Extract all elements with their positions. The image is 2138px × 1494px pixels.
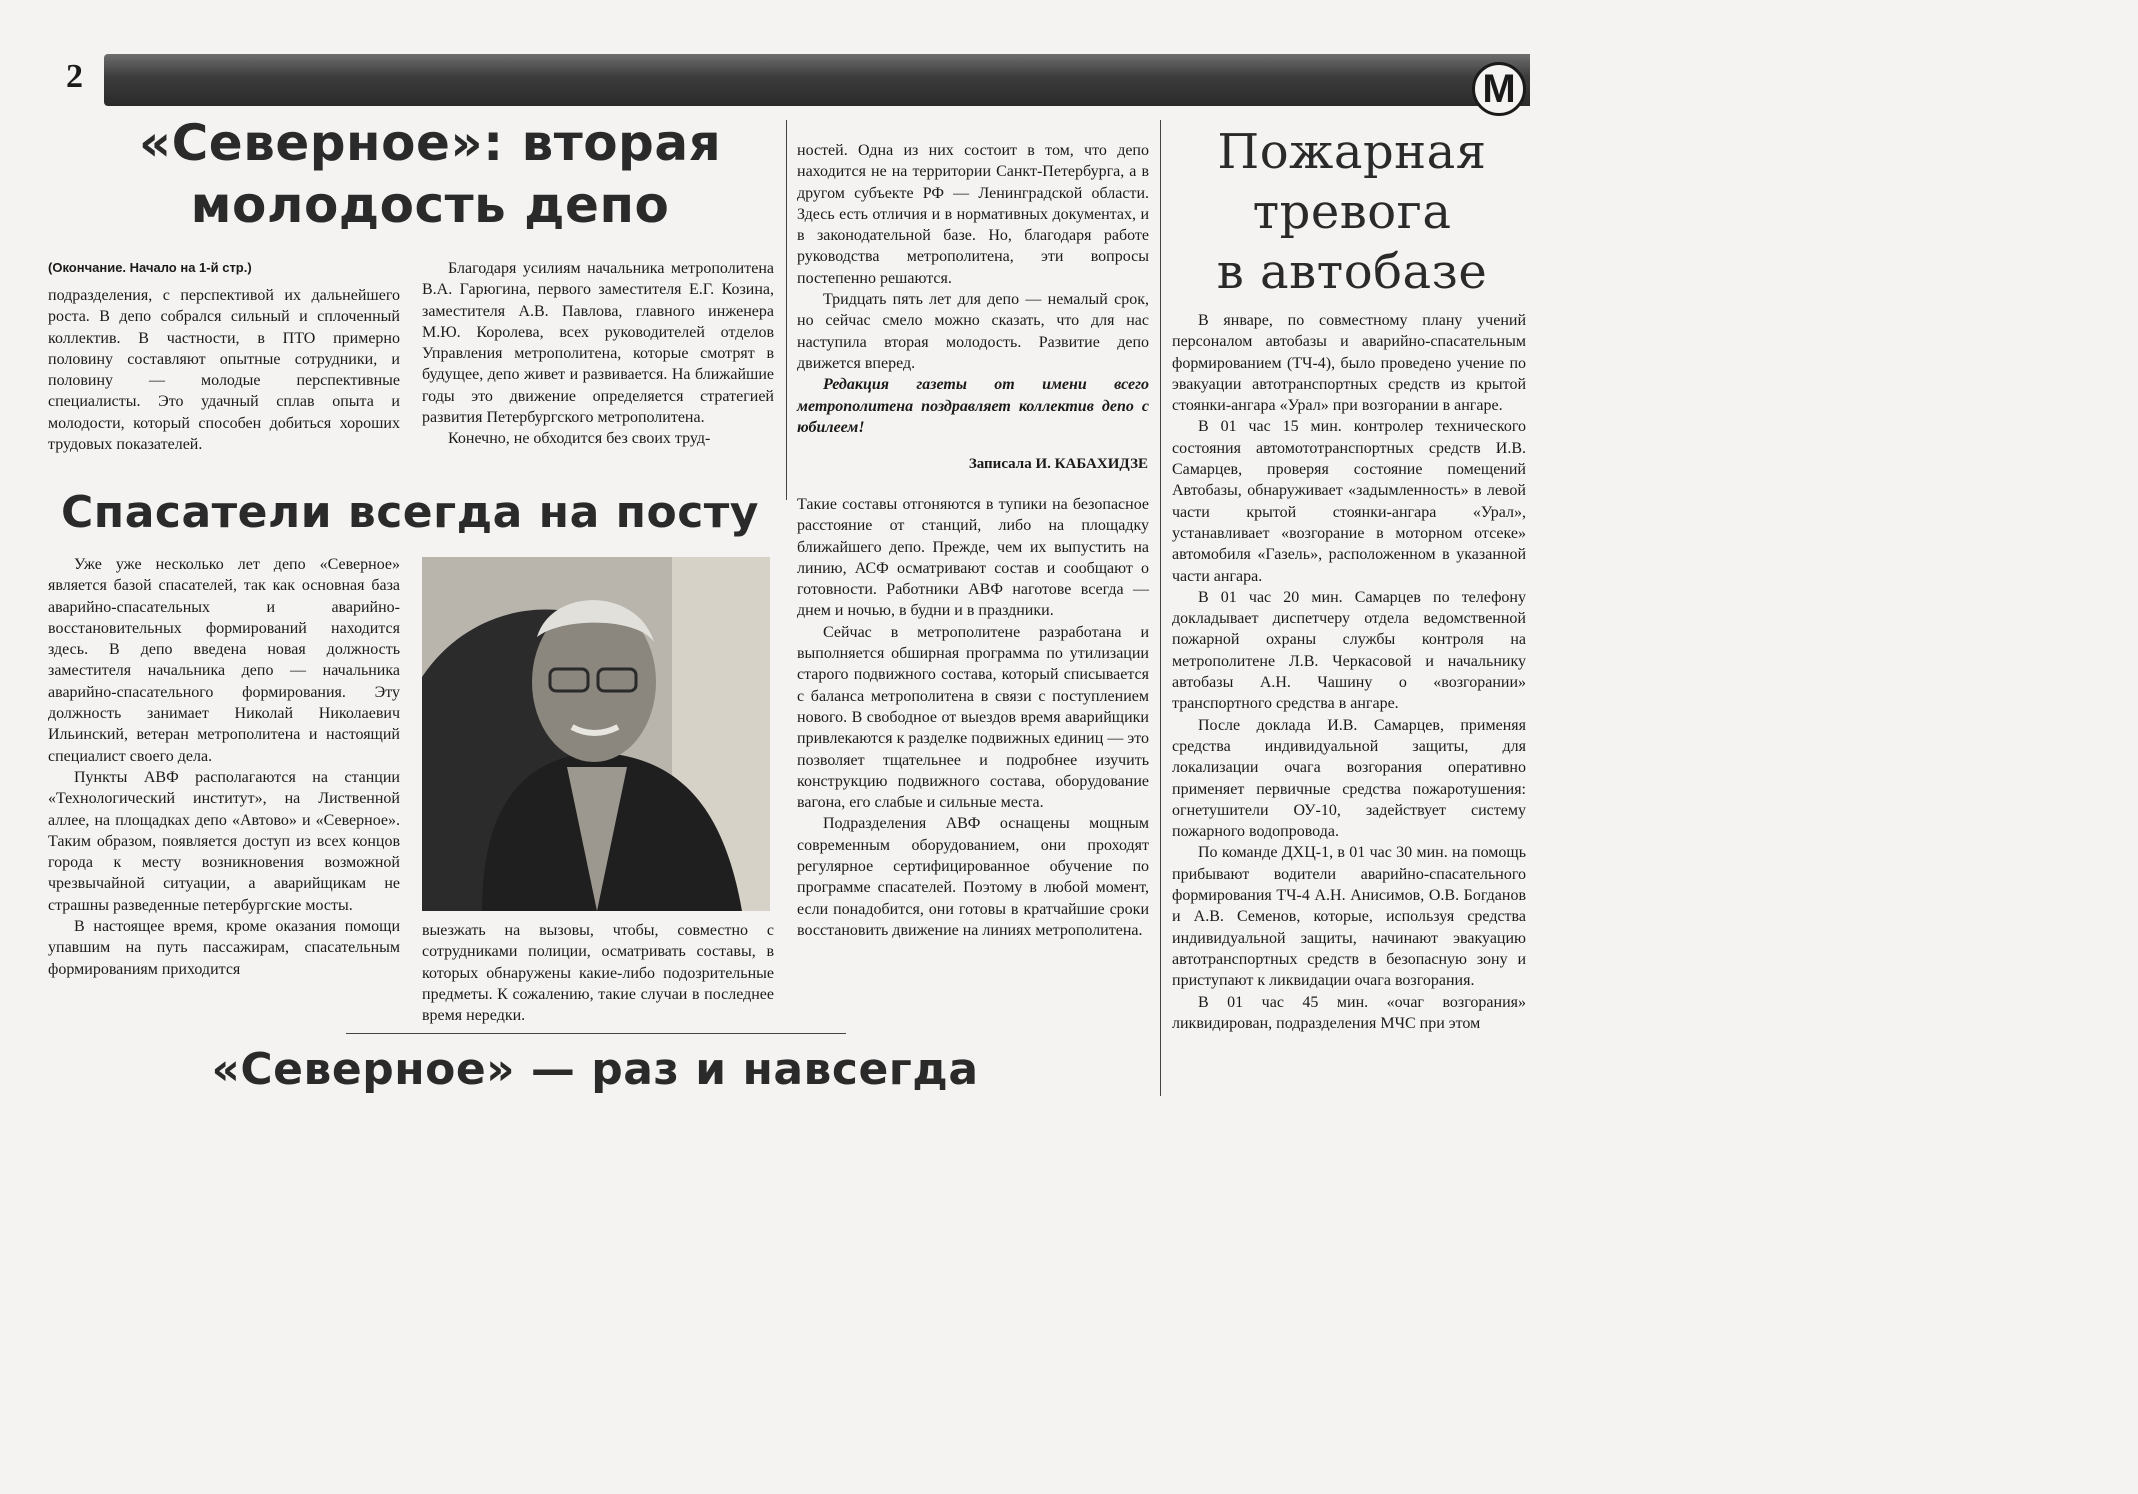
continuation-note: (Окончание. Начало на 1-й стр.) [48, 260, 252, 275]
article1-column-1 [48, 285, 400, 455]
article2-col2-paragraph-1: выезжать на вызовы, чтобы, совместно с сотрудниками полиции, осматривать составы, в которых обнаружены какие-либо подозрительные предметы. К сожалению, такие случаи в последнее время нередки. [422, 922, 774, 1025]
article1-col3-paragraph-1: ностей. Одна из них состоит в том, что депо находится не на территории Санкт-Петербурга, а в другом субъекте РФ — Ленинградской области. Здесь есть отличия и в нормативных документах, и в законодательной базе. Но, благодаря работе руководства метрополитена, эти вопросы постепенно решаются. [797, 142, 1149, 287]
article3-paragraph-2: В 01 час 15 мин. контролер технического состояния автомототранспортных средств И.В. Самарцев, проверяя состояние помещений Автобазы, обнаруживает «задымленность» в левой части крытой стоянки-ангара «Урал», устанавливает «возгорание в моторном отсеке» автомобиля «Газель», расположенном в указанной части ангара. [1172, 418, 1526, 585]
article3-column [1172, 310, 1526, 1034]
header-bar [104, 54, 1530, 106]
article2-col3-paragraph-3: Подразделения АВФ оснащены мощным современным оборудованием, они проходят регулярное сертифицированное обучение по программе спасателей. Поэтому в любой момент, если понадобится, они готовы в кратчайшие сроки восстановить движение на линиях метрополитена. [797, 815, 1149, 939]
article1-signature: Записала И. КАБАХИДЗЕ [968, 456, 1148, 472]
article3-paragraph-6: В 01 час 45 мин. «очаг возгорания» ликвидирован, подразделения МЧС при этом [1172, 993, 1526, 1032]
portrait-photo [422, 557, 770, 911]
article1-col2-paragraph-2: Конечно, не обходится без своих труд- [448, 430, 711, 448]
portrait-photo-drawing [422, 557, 770, 911]
article3-paragraph-3: В 01 час 20 мин. Самарцев по телефону докладывает диспетчеру отдела ведомственной пожарной охраны службы контроля на метрополитене Л.В. Черкасовой и начальнику автобазы А.Н. Чашину о «возгорании» транспортного средства в ангаре. [1172, 588, 1526, 713]
article2-column-1 [48, 554, 400, 980]
article3-paragraph-4: После доклада И.В. Самарцев, применяя средства индивидуальной защиты, для локализации очага возгорания оперативно применяет первичные средства пожаротушения: огнетушители ОУ-10, задействует систему пожарного водопровода. [1172, 716, 1526, 841]
article1-title-line2: молодость депо [190, 176, 670, 234]
divider-vertical-2 [1160, 120, 1161, 1096]
article3-title [1172, 122, 1532, 302]
article2-col3-paragraph-2: Сейчас в метрополитене разработана и выполняется обширная программа по утилизации старого подвижного состава, который списывается с баланса метрополитена в связи с поступлением нового. В свободное от выездов время аварийщики привлекаются к разделке подвижных единиц — это позволяет тщательнее и подробнее изучить конструкцию подвижного состава, оборудование вагона, его слабые и сильные места. [797, 623, 1149, 812]
article1-column-2 [422, 258, 774, 450]
article2-column-3 [797, 494, 1149, 941]
article1-col3-greeting: Редакция газеты от имени всего метрополитена поздравляет коллектив депо с юбилеем! [797, 376, 1149, 436]
divider-vertical-1 [786, 120, 787, 500]
page-number: 2 [66, 58, 83, 95]
article2-col3-paragraph-1: Такие составы отгоняются в тупики на безопасное расстояние от станций, либо на площадку ближайшего депо. Прежде, чем их выпустить на линию, АСФ осматривают состав и сообщают о готовности. Работники АВФ наготове всегда — днем и ночью, в будни и в праздники. [797, 496, 1149, 620]
article1-col2-paragraph-1: Благодаря усилиям начальника метрополитена В.А. Гарюгина, первого заместителя Е.Г. Козина, заместителя А.В. Павлова, главного инженера М.Ю. Королева, всех руководителей отделов Управления метрополитена, которые смотрят в будущее, депо живет и развивается. На ближайшие годы это движение определяется стратегией развития Петербургского метрополитена. [422, 260, 774, 427]
article1-col1-text: подразделения, с перспективой их дальнейшего роста. В депо собрался сильный и сплоченный коллектив. В частности, в ПТО примерно половину составляют опытные сотрудники, и половину — молодые перспективные специалисты. Это удачный сплав опыта и молодости, который способен добиться хороших трудовых показателей. [48, 287, 400, 454]
article1-title-line1: «Северное»: вторая [138, 114, 722, 172]
article1-title [70, 112, 790, 236]
article3-title-line1: Пожарная [1217, 124, 1487, 180]
article2-col1-paragraph-1: Уже уже несколько лет депо «Северное» является базой спасателей, так как основная база аварийно-спасательных и аварийно-восстановительных формирований находится здесь. В депо введена новая должность заместителя начальника депо — начальника аварийно-спасательного формирования. Эту должность занимает Николай Николаевич Ильинский, ветеран метрополитена и настоящий специалист своего дела. [48, 556, 400, 765]
article2-col1-paragraph-3: В настоящее время, кроме оказания помощи упавшим на путь пассажирам, спасательным формированиям приходится [48, 918, 400, 978]
metro-logo-icon: M [1472, 62, 1526, 116]
article1-col3-paragraph-2: Тридцать пять лет для депо — немалый срок, но сейчас смело можно сказать, что для нас наступила вторая молодость. Развитие депо движется вперед. [797, 291, 1149, 372]
article4-title: «Северное» — раз и навсегда [211, 1044, 979, 1095]
article3-paragraph-1: В январе, по совместному плану учений персоналом автобазы и аварийно-спасательным формированием (ТЧ-4), было проведено учение по эвакуации автотранспортных средств из крытой стоянки-ангара «Урал» при возгорании в ангаре. [1172, 312, 1526, 415]
article2-column-2 [422, 920, 774, 1026]
article3-paragraph-5: По команде ДХЦ-1, в 01 час 30 мин. на помощь прибывают водители аварийно-спасательного формирования ТЧ-4 А.Н. Анисимов, О.В. Богданов и А.В. Семенов, которые, используя средства индивидуальной защиты, начинают эвакуацию автотранспортных средств в безопасную зону и приступают к ликвидации очага возгорания. [1172, 844, 1526, 990]
article2-col1-paragraph-2: Пункты АВФ располагаются на станции «Технологический институт», на Лиственной аллее, на площадках депо «Автово» и «Северное». Таким образом, появляется доступ из всех концов города к месту возникновения возможной чрезвычайной ситуации, а аварийщикам не страшны разведенные петербургские мосты. [48, 768, 400, 914]
article3-title-line2: тревога [1252, 184, 1452, 240]
divider-horizontal [346, 1033, 846, 1034]
article3-title-line3: в автобазе [1216, 244, 1488, 300]
article2-title: Спасатели всегда на посту [61, 487, 759, 538]
article1-column-3 [797, 140, 1149, 438]
